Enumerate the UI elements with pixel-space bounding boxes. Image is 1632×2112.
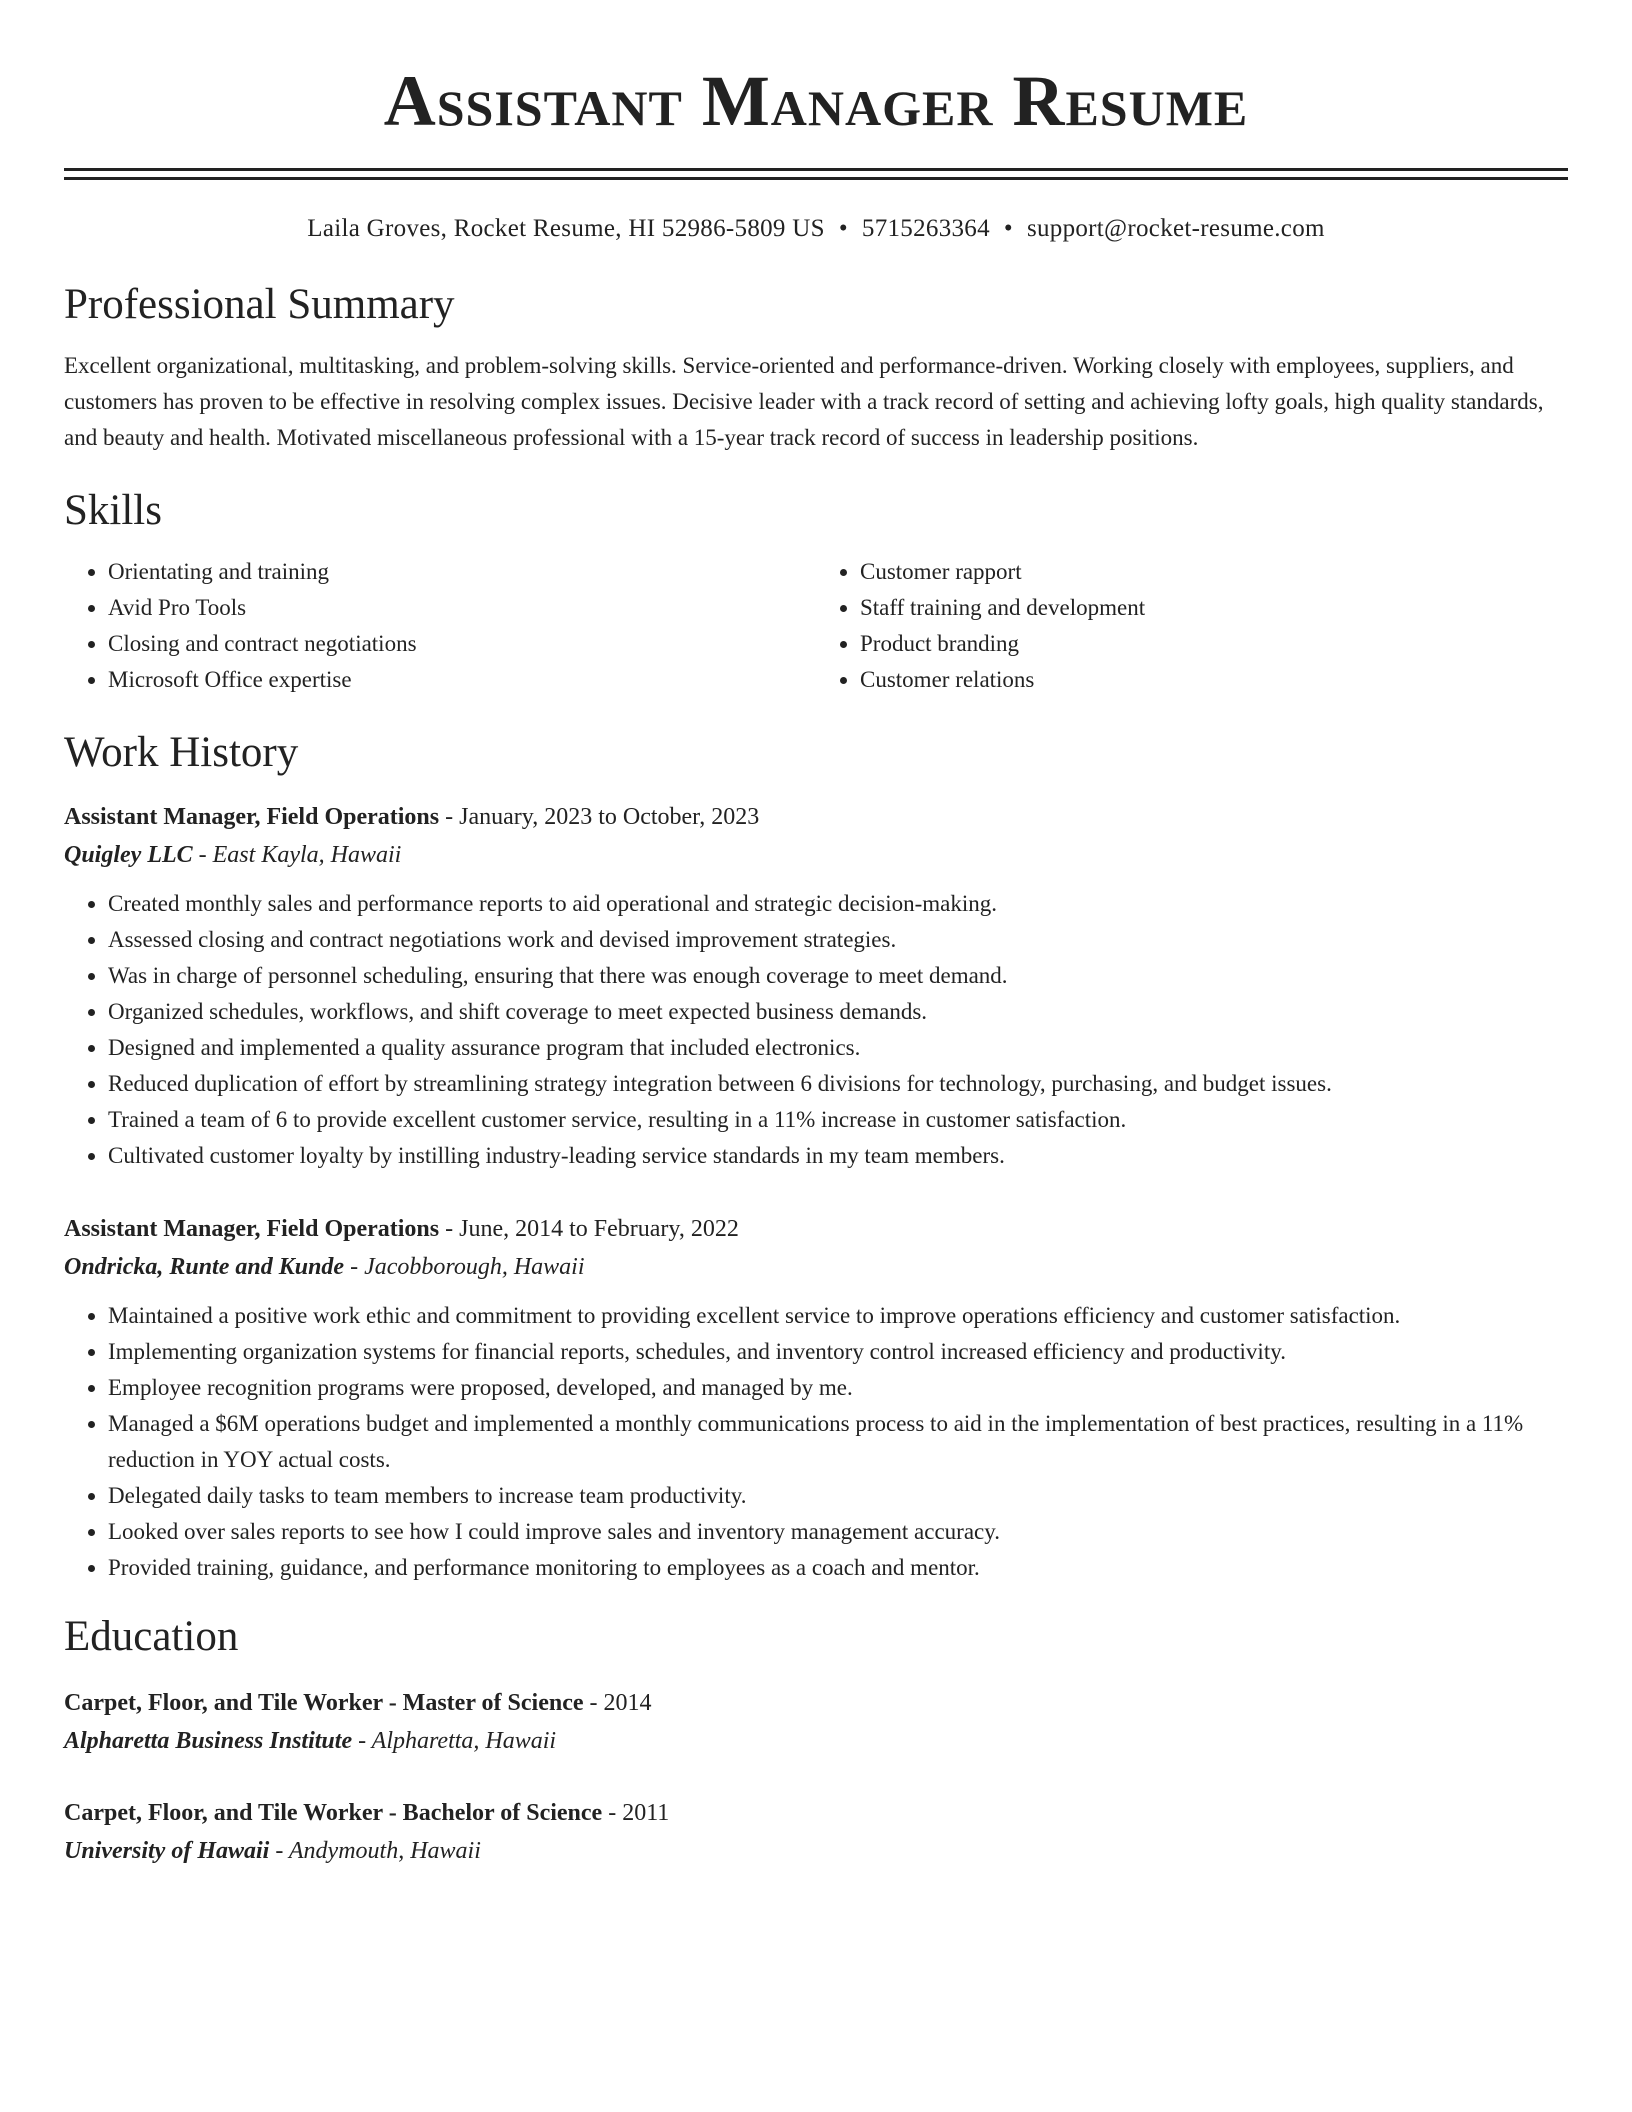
job-bullet: • Created monthly sales and performance reports to aid operational and strategic decision-making. [108, 886, 1568, 922]
job-bullet: • Cultivated customer loyalty by instilling industry-leading service standards in my team members. [108, 1138, 1568, 1174]
job-company: Ondricka, Runte and Kunde [64, 1254, 345, 1280]
summary-text: Excellent organizational, multitasking, and problem-solving skills. Service-oriented and performance-driven. Working closely with employees, suppliers, and customers has proven to be effective in resolving complex issues. Decisive leader with a track record of setting and achieving lofty goals, high quality standards, and beauty and health. Motivated miscellaneous professional with a 15-year track record of success in leadership positions. [64, 353, 1544, 450]
job-bullets [64, 886, 1568, 1174]
education-heading: Education [64, 1613, 239, 1660]
job-header [64, 798, 1568, 836]
job-bullet: • Employee recognition programs were proposed, developed, and managed by me. [108, 1370, 1568, 1406]
contact-email: support@rocket-resume.com [1026, 215, 1325, 242]
education-institution [64, 1832, 1568, 1870]
job-company: Quigley LLC [64, 842, 193, 868]
education-school: University of Hawaii [64, 1838, 270, 1864]
job-title: Assistant Manager, Field Operations [64, 804, 440, 830]
job-entry [64, 798, 1568, 1174]
job-bullet: • Provided training, guidance, and performance monitoring to employees as a coach and mentor. [108, 1550, 1568, 1586]
contact-separator: • [1003, 215, 1013, 242]
education-entry [64, 1794, 1568, 1870]
job-bullet: • Organized schedules, workflows, and shift coverage to meet expected business demands. [108, 994, 1568, 1030]
education-location: - Andymouth, Hawaii [269, 1838, 481, 1864]
skill-item: • Microsoft Office expertise [108, 662, 816, 698]
skill-item: • Customer rapport [860, 554, 1568, 590]
skills-list [64, 554, 1568, 698]
job-bullet: • Implementing organization systems for financial reports, schedules, and inventory control increased efficiency and productivity. [108, 1334, 1568, 1370]
skill-item: • Closing and contract negotiations [108, 626, 816, 662]
education-institution [64, 1722, 1568, 1760]
job-employer [64, 1248, 1568, 1286]
job-bullet: • Designed and implemented a quality assurance program that included electronics. [108, 1030, 1568, 1066]
title-divider-bottom [64, 177, 1568, 180]
skill-item: • Staff training and development [860, 590, 1568, 626]
skills-column-left [64, 554, 816, 698]
skill-item: • Product branding [860, 626, 1568, 662]
job-bullet: • Delegated daily tasks to team members to increase team productivity. [108, 1478, 1568, 1514]
job-bullet: • Managed a $6M operations budget and implemented a monthly communications process to aid in the implementation of best practices, resulting in a 11% reduction in YOY actual costs. [108, 1406, 1568, 1478]
contact-separator: • [838, 215, 848, 242]
education-entry [64, 1684, 1568, 1760]
job-bullet: • Maintained a positive work ethic and commitment to providing excellent service to improve operations efficiency and customer satisfaction. [108, 1298, 1568, 1334]
education-year: - 2014 [583, 1690, 652, 1716]
skill-item: • Avid Pro Tools [108, 590, 816, 626]
contact-line [64, 214, 1568, 244]
skills-heading: Skills [64, 487, 162, 534]
resume-title: Assistant Manager Resume [383, 61, 1249, 141]
job-bullet: • Trained a team of 6 to provide excellent customer service, resulting in a 11% increase in customer satisfaction. [108, 1102, 1568, 1138]
education-school: Alpharetta Business Institute [64, 1728, 353, 1754]
job-location: - Jacobborough, Hawaii [344, 1254, 585, 1280]
skills-column-right [816, 554, 1568, 698]
job-header [64, 1210, 1568, 1248]
education-header [64, 1794, 1568, 1832]
job-bullet: • Looked over sales reports to see how I could improve sales and inventory management accuracy. [108, 1514, 1568, 1550]
job-employer [64, 836, 1568, 874]
work-history-heading: Work History [64, 729, 299, 776]
summary-heading: Professional Summary [64, 281, 455, 328]
contact-phone: 5715263364 [861, 215, 990, 242]
education-degree: Carpet, Floor, and Tile Worker - Master of Science [64, 1690, 584, 1716]
skill-item: • Orientating and training [108, 554, 816, 590]
job-bullet: • Assessed closing and contract negotiations work and devised improvement strategies. [108, 922, 1568, 958]
job-dates: - January, 2023 to October, 2023 [439, 804, 760, 830]
contact-address: Laila Groves, Rocket Resume, HI 52986-5809 US [307, 215, 825, 242]
job-dates: - June, 2014 to February, 2022 [439, 1216, 739, 1242]
job-location: - East Kayla, Hawaii [192, 842, 402, 868]
job-bullet: • Reduced duplication of effort by streamlining strategy integration between 6 divisions for technology, purchasing, and budget issues. [108, 1066, 1568, 1102]
job-bullets [64, 1298, 1568, 1586]
title-divider-top [64, 168, 1568, 171]
education-location: - Alpharetta, Hawaii [352, 1728, 557, 1754]
education-degree: Carpet, Floor, and Tile Worker - Bachelor of Science [64, 1800, 603, 1826]
education-header [64, 1684, 1568, 1722]
education-year: - 2011 [602, 1800, 670, 1826]
skill-item: • Customer relations [860, 662, 1568, 698]
job-title: Assistant Manager, Field Operations [64, 1216, 440, 1242]
job-entry [64, 1210, 1568, 1586]
job-bullet: • Was in charge of personnel scheduling, ensuring that there was enough coverage to meet demand. [108, 958, 1568, 994]
